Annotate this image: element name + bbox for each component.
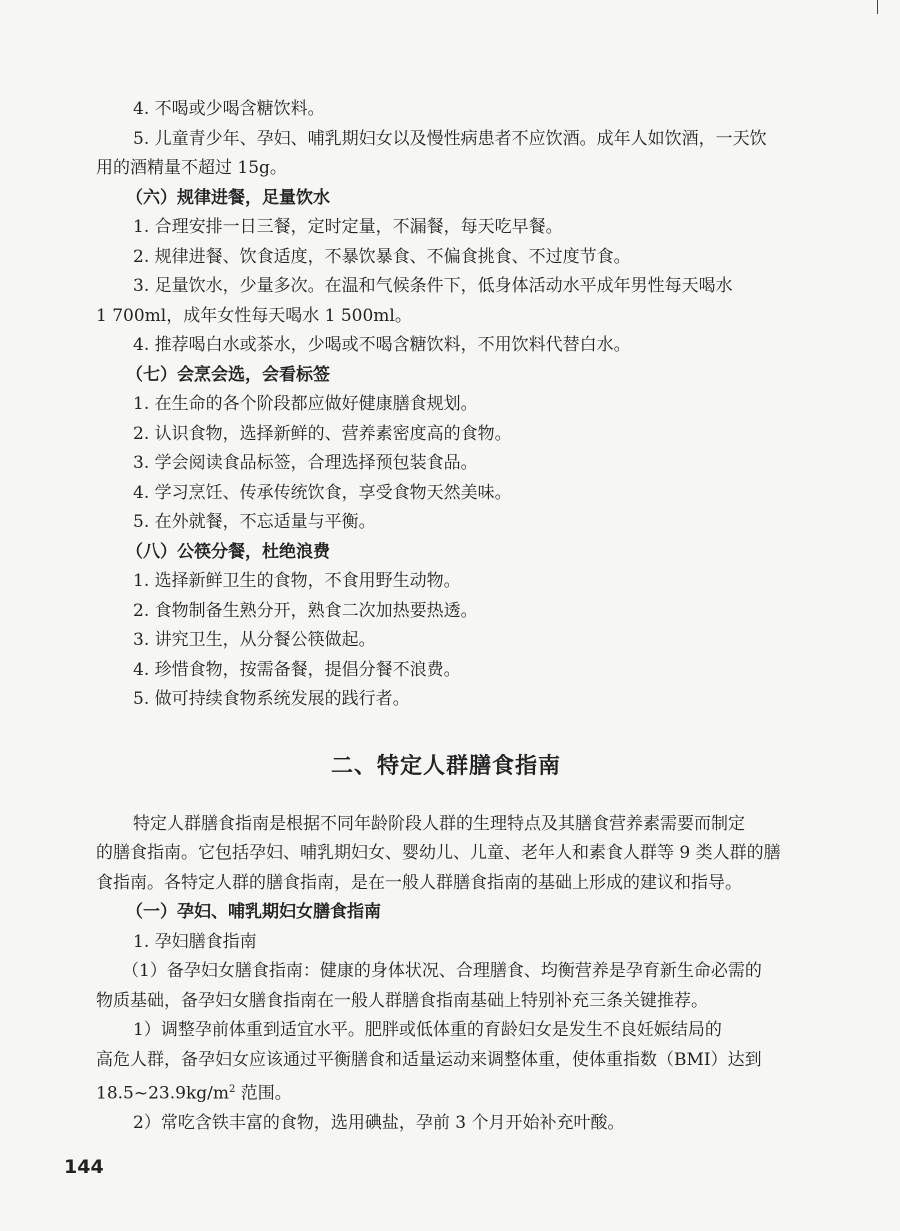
paragraph-line: 的膳食指南。它包括孕妇、哺乳期妇女、婴幼儿、儿童、老年人和素食人群等 9 类人群的膳 bbox=[96, 843, 781, 863]
paragraph-line: （1）备孕妇女膳食指南：健康的身体状况、合理膳食、均衡营养是孕育新生命必需的 bbox=[122, 961, 762, 981]
list-item: 3. 讲究卫生，从分餐公筷做起。 bbox=[133, 630, 376, 650]
list-item: 2. 食物制备生熟分开，熟食二次加热要热透。 bbox=[133, 600, 478, 621]
list-item-continuation: 1 700ml，成年女性每天喝水 1 500ml。 bbox=[96, 305, 412, 326]
list-item: 4. 学习烹饪、传承传统饮食，享受食物天然美味。 bbox=[133, 482, 512, 503]
list-item: 5. 儿童青少年、孕妇、哺乳期妇女以及慢性病患者不应饮酒。成年人如饮酒，一天饮 bbox=[133, 128, 767, 149]
section-heading-6: （六）规律进餐，足量饮水 bbox=[126, 187, 330, 208]
list-item: 1. 合理安排一日三餐，定时定量，不漏餐，每天吃早餐。 bbox=[133, 217, 563, 237]
section-heading-7: （七）会烹会选，会看标签 bbox=[126, 364, 330, 385]
paragraph-line: 2）常吃含铁丰富的食物，选用碘盐，孕前 3 个月开始补充叶酸。 bbox=[133, 1113, 625, 1134]
paragraph-line: 特定人群膳食指南是根据不同年龄阶段人群的生理特点及其膳食营养素需要而制定 bbox=[133, 813, 745, 834]
page-body bbox=[96, 95, 796, 1139]
page-number: 144 bbox=[64, 1156, 104, 1178]
list-item-continuation: 用的酒精量不超过 15g。 bbox=[96, 158, 287, 178]
list-item: 4. 珍惜食物，按需备餐，提倡分餐不浪费。 bbox=[133, 659, 461, 680]
paragraph-line: 高危人群，备孕妇女应该通过平衡膳食和适量运动来调整体重，使体重指数（BMI）达到 bbox=[96, 1049, 762, 1070]
list-item: 1. 孕妇膳食指南 bbox=[133, 931, 257, 952]
list-item: 3. 足量饮水，少量多次。在温和气候条件下，低身体活动水平成年男性每天喝水 bbox=[133, 276, 733, 296]
superscript: 2 bbox=[228, 1084, 236, 1095]
list-item: 3. 学会阅读食品标签，合理选择预包装食品。 bbox=[133, 453, 478, 473]
section-heading-8: （八）公筷分餐，杜绝浪费 bbox=[126, 541, 330, 562]
list-item: 5. 做可持续食物系统发展的践行者。 bbox=[133, 689, 410, 709]
paragraph-line: 1）调整孕前体重到适宜水平。肥胖或低体重的育龄妇女是发生不良妊娠结局的 bbox=[133, 1020, 722, 1040]
list-item: 2. 认识食物，选择新鲜的、营养素密度高的食物。 bbox=[133, 423, 512, 444]
list-item: 1. 选择新鲜卫生的食物，不食用野生动物。 bbox=[133, 571, 461, 591]
subsection-heading: （一）孕妇、哺乳期妇女膳食指南 bbox=[126, 902, 381, 922]
list-item: 4. 推荐喝白水或茶水，少喝或不喝含糖饮料，不用饮料代替白水。 bbox=[133, 335, 631, 355]
list-item: 1. 在生命的各个阶段都应做好健康膳食规划。 bbox=[133, 394, 478, 414]
list-item: 5. 在外就餐，不忘适量与平衡。 bbox=[133, 512, 376, 532]
paragraph-line: 食指南。各特定人群的膳食指南，是在一般人群膳食指南的基础上形成的建议和指导。 bbox=[96, 872, 742, 893]
bmi-range: 18.5~23.9kg/m bbox=[96, 1083, 229, 1104]
paragraph-line: 物质基础，备孕妇女膳食指南在一般人群膳食指南基础上特别补充三条关键推荐。 bbox=[96, 990, 708, 1011]
list-item: 4. 不喝或少喝含糖饮料。 bbox=[133, 99, 325, 119]
crop-mark bbox=[877, 0, 878, 14]
range-suffix: 范围。 bbox=[235, 1083, 292, 1104]
chapter-title: 二、特定人群膳食指南 bbox=[330, 753, 561, 779]
paragraph-line bbox=[96, 1075, 796, 1109]
list-item: 2. 规律进餐、饮食适度，不暴饮暴食、不偏食挑食、不过度节食。 bbox=[133, 246, 631, 267]
